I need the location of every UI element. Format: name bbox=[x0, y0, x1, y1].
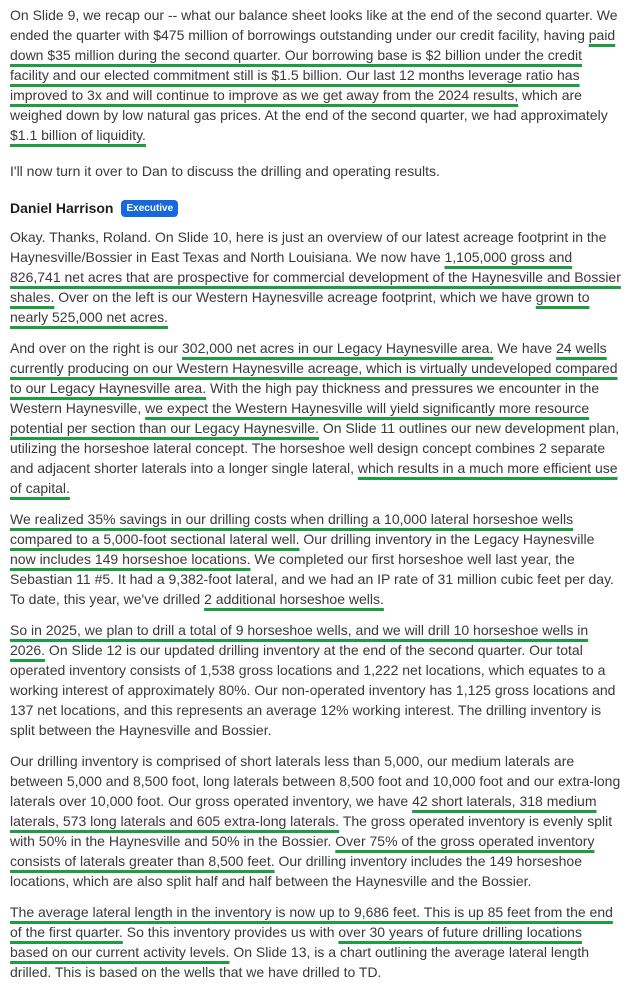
paragraph-text: The gross operated inventory is evenly split with 50% in the Haynesville and 50% in the Bossier. bbox=[10, 813, 613, 849]
paragraph-text: And over on the right is our bbox=[10, 340, 182, 356]
highlighted-text: we expect the Western Haynesville will yield significantly more resource potential per section than our Legacy Haynesville. bbox=[10, 400, 590, 436]
paragraph-text: On Slide 11 outlines our new development plan, utilizing the horseshoe lateral concept. The horseshoe well design concept combines 2 separate and adjacent shorter laterals into a longer single lateral, bbox=[10, 420, 620, 476]
highlighted-text: grown to nearly 525,000 net acres. bbox=[10, 289, 590, 325]
highlighted-text: $1.1 billion of liquidity. bbox=[10, 127, 146, 143]
highlighted-text: paid down $35 million during the second quarter. Our borrowing base is $2 billion under the credit facility and our elected commitment still is $1.5 billion. Our last 12 months leverage ratio has improved to 3x and will continue to improve as we get away from the 2024 results, bbox=[10, 27, 616, 103]
paragraph-text: We have bbox=[493, 340, 557, 356]
paragraph-text: Our drilling inventory in the Legacy Haynesville bbox=[299, 531, 595, 547]
transcript-paragraph bbox=[10, 902, 621, 982]
paragraph-text: I'll now turn it over to Dan to discuss the drilling and operating results. bbox=[10, 163, 440, 179]
highlighted-text: 1,105,000 gross and 826,741 net acres that are prospective for commercial development of the Haynesville and Bossier shales. bbox=[10, 249, 621, 305]
highlighted-text: 2 additional horseshoe wells. bbox=[204, 591, 384, 607]
paragraph-text: On Slide 9, we recap our -- what our balance sheet looks like at the end of the second quarter. We ended the quarter with $475 million of borrowings outstanding under our credit facility, having bbox=[10, 7, 618, 43]
speaker-header bbox=[10, 197, 621, 219]
highlighted-text: 302,000 net acres in our Legacy Haynesville area. bbox=[182, 340, 494, 356]
highlighted-text: over 30 years of future drilling locations based on our current activity levels. bbox=[10, 924, 582, 960]
speaker-role-badge: Executive bbox=[121, 200, 178, 217]
paragraph-text: Our drilling inventory includes the 149 horseshoe locations, which are also split half and half between the Haynesville and the Bossier. bbox=[10, 853, 583, 889]
paragraph-text: On Slide 12 is our updated drilling inventory at the end of the second quarter. Our total operated inventory consists of 1,538 gross locations and 1,222 net locations, which equates to a working interest of approximately 80%. Our non-operated inventory has 1,125 gross locations and 137 net locations, and this represents an average 12% working interest. The drilling inventory is split between the Haynesville and Bossier. bbox=[10, 642, 616, 738]
transcript-paragraph bbox=[10, 751, 621, 891]
paragraph-text: Over on the left is our Western Haynesville acreage footprint, which we have bbox=[54, 289, 536, 305]
transcript-paragraph bbox=[10, 161, 621, 181]
transcript-paragraph bbox=[10, 5, 621, 145]
paragraph-text: which are weighed down by low natural gas prices. At the end of the second quarter, we had approximately bbox=[10, 87, 608, 123]
transcript-paragraph bbox=[10, 338, 621, 498]
speaker-name: Daniel Harrison bbox=[10, 200, 114, 216]
paragraph-text: So this inventory provides us with bbox=[122, 924, 339, 940]
paragraph-text: On Slide 13, is a chart outlining the average lateral length drilled. This is based on the wells that we have drilled to TD. bbox=[10, 944, 590, 980]
highlighted-text: which results in a much more efficient use of capital. bbox=[10, 460, 618, 496]
paragraph-text: We completed our first horseshoe well last year, the Sebastian 11 #5. It had a 9,382-foot lateral, and we had an IP rate of 31 million cubic feet per day. To date, this year, we've drilled bbox=[10, 551, 614, 607]
highlighted-text: Over 75% of the gross operated inventory consists of laterals greater than 8,500 feet. bbox=[10, 833, 595, 869]
transcript-paragraph bbox=[10, 227, 621, 327]
transcript-section-daniel bbox=[10, 227, 621, 982]
transcript-section-roland bbox=[10, 5, 621, 181]
highlighted-text: now includes 149 horseshoe locations. bbox=[10, 551, 251, 567]
transcript-paragraph bbox=[10, 620, 621, 740]
highlighted-text: We realized 35% savings in our drilling costs when drilling a 10,000 lateral horseshoe wells compared to a 5,000-foot sectional lateral well. bbox=[10, 511, 574, 547]
highlighted-text: 42 short laterals, 318 medium laterals, 573 long laterals and 605 extra-long laterals. bbox=[10, 793, 597, 829]
transcript-paragraph bbox=[10, 509, 621, 609]
highlighted-text: 24 wells currently producing on our Western Haynesville acreage, which is virtually undeveloped compared to our Legacy Haynesville area. bbox=[10, 340, 618, 396]
highlighted-text: The average lateral length in the inventory is now up to 9,686 feet. This is up 85 feet from the end of the first quarter. bbox=[10, 904, 613, 940]
paragraph-text: Okay. Thanks, Roland. On Slide 10, here is just an overview of our latest acreage footprint in the Haynesville/Bossier in East Texas and North Louisiana. We now have bbox=[10, 229, 607, 265]
paragraph-text: With the high pay thickness and pressures we encounter in the Western Haynesville, bbox=[10, 380, 600, 416]
paragraph-text: Our drilling inventory is comprised of short laterals less than 5,000, our medium laterals are between 5,000 and 8,500 foot, long laterals between 8,500 foot and 10,000 foot and our extra-long laterals over 10,000 foot. Our gross operated inventory, we have bbox=[10, 753, 621, 809]
highlighted-text: So in 2025, we plan to drill a total of 9 horseshoe wells, and we will drill 10 horseshoe wells in 2026. bbox=[10, 622, 589, 658]
